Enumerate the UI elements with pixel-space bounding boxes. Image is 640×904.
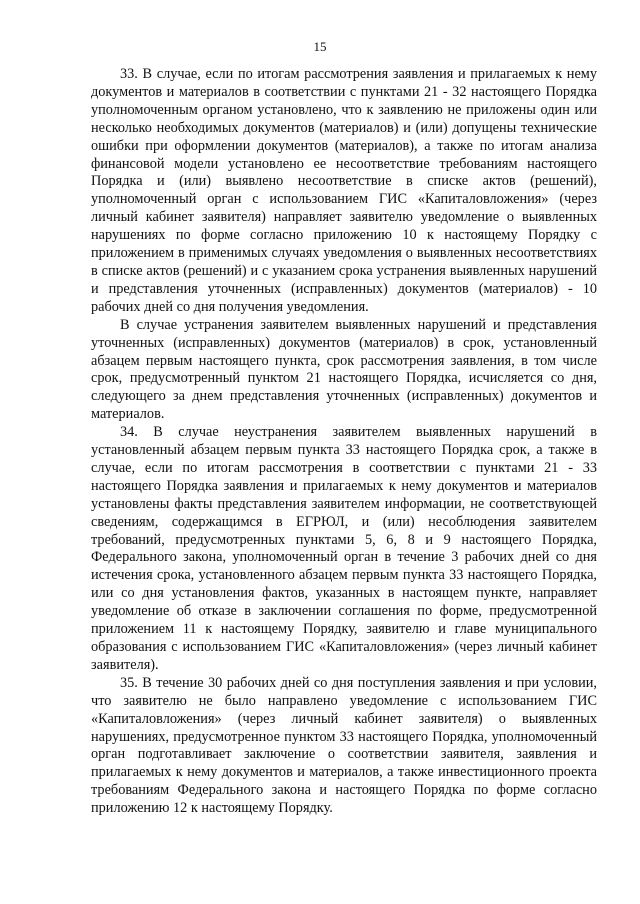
- paragraph-35: 35. В течение 30 рабочих дней со дня поступления заявления и при условии, что заявителю не было направлено уведомление с использованием ГИС «Капиталовложения» (через личный кабинет заявителя) о выявленных нарушениях, предусмотренное пунктом 33 настоящего Порядка, уполномоченный орган подготавливает заключение о соответствии заявителя, заявления и прилагаемых к нему документов и материалов, а также инвестиционного проекта требованиям Федерального закона и настоящего Порядка по форме согласно приложению 12 к настоящему Порядку.: [91, 674, 597, 817]
- paragraph-34: 34. В случае неустранения заявителем выявленных нарушений в установленный абзацем первым пункта 33 настоящего Порядка срок, а также в случае, если по итогам рассмотрения в соответствии с пунктами 21 - 33 настоящего Порядка заявления и прилагаемых к нему документов и материалов установлены факты представления заявителем информации, не соответствующей сведениям, содержащимся в ЕГРЮЛ, и (или) несоблюдения заявителем требований, предусмотренных пунктами 5, 6, 8 и 9 настоящего Порядка, Федерального закона, уполномоченный орган в течение 3 рабочих дней со дня истечения срока, установленного абзацем первым пункта 33 настоящего Порядка, или со дня установления фактов, указанных в настоящем пункте, направляет уведомление об отказе в заключении соглашения по форме, предусмотренной приложением 11 к настоящему Порядку, заявителю и главе муниципального образования с использованием ГИС «Капиталовложения» (через личный кабинет заявителя).: [91, 424, 597, 673]
- document-body: [91, 66, 597, 818]
- paragraph-33-second-part: В случае устранения заявителем выявленных нарушений и представления уточненных (исправленных) документов (материалов) в срок, установленный абзацем первым настоящего пункта, срок рассмотрения заявления, в том числе срок, предусмотренный пунктом 21 настоящего Порядка, исчисляется со дня, следующего за днем представления уточненных (исправленных) документов и материалов.: [91, 316, 597, 423]
- page-number: 15: [313, 39, 327, 54]
- paragraph-33: 33. В случае, если по итогам рассмотрения заявления и прилагаемых к нему документов и материалов в соответствии с пунктами 21 - 32 настоящего Порядка уполномоченным органом установлено, что к заявлению не приложены один или несколько необходимых документов (материалов) и (или) допущены технические ошибки при оформлении документов (материалов), а также по итогам анализа финансовой модели установлено ее несоответствие требованиям настоящего Порядка и (или) выявлено несоответствие в списке актов (решений), уполномоченный орган с использованием ГИС «Капиталовложения» (через личный кабинет заявителя) направляет заявителю уведомление о выявленных нарушениях по форме согласно приложению 10 к настоящему Порядку с приложением в применимых случаях уведомления о выявленных несоответствиях в списке актов (решений) и с указанием срока устранения выявленных нарушений и представления уточненных (исправленных) документов (материалов) - 10 рабочих дней со дня получения уведомления.: [91, 66, 597, 315]
